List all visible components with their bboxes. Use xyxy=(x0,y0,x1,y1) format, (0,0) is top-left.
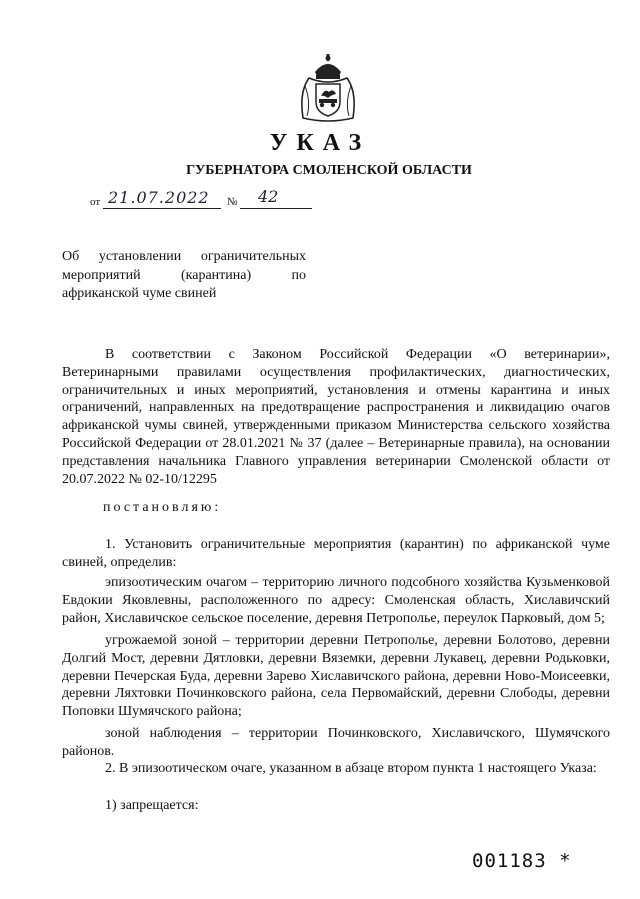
item-1-focus-paragraph: эпизоотическим очагом – территорию личного подсобного хозяйства Кузьменковой Евдокии Яковлевны, расположенного по адресу: Смоленская область, Хиславичский район, Хиславичское сельское поселение, деревня Петрополье, переулок Парковый, дом 5; xyxy=(62,575,610,626)
item-1-threat-zone-paragraph: угрожаемой зоной – территории деревни Петрополье, деревни Болотово, деревни Долгий Мост, деревни Дятловки, деревни Вяземки, деревни Лукавец, деревни Родьковки, деревни Печерская Буда, деревни Зарево Хиславичского района, деревни Ново-Моисеевки, деревни Ляхтовки Починковского района, села Первомайский, деревни Слободы, деревни Поповки Шумячского района; xyxy=(62,633,610,720)
document-subtitle: ГУБЕРНАТОРА СМОЛЕНСКОЙ ОБЛАСТИ xyxy=(186,163,472,178)
item-1-paragraph: 1. Установить ограничительные мероприятия (карантин) по африканской чуме свиней, определив: xyxy=(62,537,610,570)
serial-number: 001183 * xyxy=(472,850,572,872)
handwritten-number: 42 xyxy=(258,187,279,206)
resolution-word: постановляю: xyxy=(103,500,222,515)
subject-line: африканской чуме свиней xyxy=(62,286,217,301)
date-prefix: от xyxy=(90,196,101,208)
preamble-paragraph: В соответствии с Законом Российской Федерации «О ветеринарии», Ветеринарными правилами осуществления профилактических, диагностических, ограничительных и иных мероприятий, установления и отмены карантина и иных ограничений, направленных на предотвращение распространения и ликвидацию очагов африканской чумы свиней, утвержденными приказом Министерства сельского хозяйства Российской Федерации от 28.01.2021 № 37 (далее – Ветеринарные правила), на основании представления начальника Главного управления ветеринарии Смоленской области от 20.07.2022 № 02-10/12295 xyxy=(62,347,610,487)
item-2-paragraph: 2. В эпизоотическом очаге, указанном в абзаце втором пункта 1 настоящего Указа: xyxy=(105,761,597,776)
document-subject xyxy=(62,248,306,304)
document-title: УКАЗ xyxy=(269,130,371,156)
subject-line: Об установлении ограничительных xyxy=(62,249,306,264)
date-number-line xyxy=(90,187,320,212)
smolensk-coat-of-arms-icon xyxy=(295,52,361,124)
number-underline xyxy=(240,208,312,209)
date-underline xyxy=(103,208,221,209)
handwritten-date: 21.07.2022 xyxy=(108,188,210,207)
item-1-watch-zone-paragraph: зоной наблюдения – территории Починковского, Хиславичского, Шумячского районов. xyxy=(62,726,610,759)
number-sign: № xyxy=(227,196,238,208)
item-2-sub-1-paragraph: 1) запрещается: xyxy=(105,798,199,813)
subject-line: мероприятий (карантина) по xyxy=(62,267,306,283)
